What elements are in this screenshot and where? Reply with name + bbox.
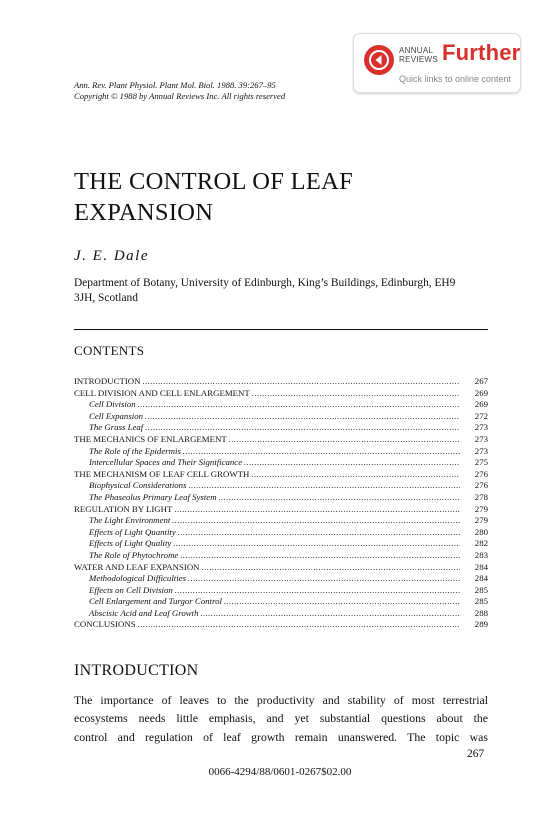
badge-annual-reviews-label (399, 46, 438, 64)
toc-entry-label: The Grass Leaf (89, 422, 144, 433)
toc-entry-label: CONCLUSIONS (74, 619, 136, 630)
toc-page-number: 273 (474, 422, 488, 433)
page-number: 267 (467, 748, 485, 760)
toc-section-entry[interactable] (74, 469, 488, 481)
toc-page-number: 279 (474, 515, 488, 526)
toc-page-number: 267 (474, 376, 488, 386)
toc-leader-dots (175, 585, 460, 597)
toc-entry-label: Effects of Light Quality (89, 538, 172, 549)
toc-subsection-entry[interactable] (74, 422, 488, 434)
toc-entry-label: The Light Environment (89, 515, 171, 526)
toc-entry-label: INTRODUCTION (74, 376, 141, 386)
introduction-paragraph (74, 691, 488, 746)
citation-line: Ann. Rev. Plant Physiol. Plant Mol. Biol. 1988. 39:267–95 (74, 80, 276, 90)
toc-page-number: 284 (474, 573, 488, 584)
author-name: J. E. Dale (74, 248, 149, 264)
toc-subsection-entry[interactable] (74, 538, 488, 550)
toc-subsection-entry[interactable] (74, 573, 488, 585)
toc-subsection-entry[interactable] (74, 399, 488, 411)
toc-leader-dots (202, 562, 460, 574)
toc-page-number: 283 (474, 549, 488, 560)
toc-subsection-entry[interactable] (74, 480, 488, 492)
title-line-2: EXPANSION (74, 199, 214, 226)
toc-subsection-entry[interactable] (74, 457, 488, 469)
toc-page-number: 279 (474, 503, 488, 514)
toc-leader-dots (224, 596, 460, 608)
toc-page-number: 285 (474, 584, 488, 595)
toc-page-number: 269 (474, 387, 488, 398)
toc-subsection-entry[interactable] (74, 515, 488, 527)
toc-leader-dots (244, 457, 460, 469)
article-code: 0066-4294/88/0601-0267$02.00 (208, 766, 352, 778)
paragraph-line: ecosystems needs little emphasis, and yet substantial questions about the (74, 711, 488, 726)
toc-leader-dots (189, 480, 461, 492)
toc-entry-label: THE MECHANICS OF ENLARGEMENT (74, 433, 227, 444)
toc-entry-label: Cell Division (89, 399, 136, 410)
toc-page-number: 278 (474, 491, 488, 502)
toc-subsection-entry[interactable] (74, 446, 488, 458)
toc-leader-dots (145, 411, 460, 423)
toc-leader-dots (183, 446, 460, 458)
section-divider (74, 329, 488, 330)
toc-subsection-entry[interactable] (74, 527, 488, 539)
toc-page-number: 288 (474, 607, 488, 618)
toc-leader-dots (200, 608, 460, 620)
affiliation-line-1: Department of Botany, University of Edinburgh, King’s Buildings, Edinburgh, EH9 (74, 277, 456, 289)
title-line-1: THE CONTROL OF LEAF (74, 168, 354, 195)
toc-subsection-entry[interactable] (74, 608, 488, 620)
toc-entry-label: Cell Enlargement and Turgor Control (89, 596, 222, 607)
toc-page-number: 282 (474, 538, 488, 549)
toc-subsection-entry[interactable] (74, 411, 488, 423)
toc-entry-label: THE MECHANISM OF LEAF CELL GROWTH (74, 468, 250, 479)
toc-entry-label: REGULATION BY LIGHT (74, 503, 173, 514)
toc-leader-dots (180, 550, 460, 562)
author-affiliation (74, 276, 494, 306)
toc-page-number: 273 (474, 445, 488, 456)
toc-page-number: 275 (474, 457, 488, 468)
toc-entry-label: Biophysical Considerations (89, 480, 187, 491)
toc-section-entry[interactable] (74, 619, 488, 631)
badge-reviews-text: REVIEWS (399, 55, 438, 64)
toc-entry-label: Effects of Light Quantity (89, 526, 176, 537)
toc-page-number: 276 (474, 468, 488, 479)
toc-leader-dots (219, 492, 460, 504)
toc-leader-dots (251, 469, 460, 481)
badge-subtitle: Quick links to online content (399, 74, 512, 84)
toc-leader-dots (252, 388, 460, 400)
toc-subsection-entry[interactable] (74, 492, 488, 504)
toc-page-number: 285 (474, 596, 488, 607)
toc-page-number: 276 (474, 480, 488, 491)
paragraph-line: The importance of leaves to the productivity and stability of most terrestrial (74, 693, 488, 707)
toc-leader-dots (145, 422, 460, 434)
toc-page-number: 280 (474, 526, 488, 537)
badge-annual-text: ANNUAL (399, 46, 434, 55)
toc-entry-label: Methodological Difficulties (89, 573, 186, 584)
toc-page-number: 272 (474, 410, 488, 421)
toc-entry-label: Intercellular Spaces and Their Significance (89, 457, 243, 468)
toc-section-entry[interactable] (74, 562, 488, 574)
toc-subsection-entry[interactable] (74, 585, 488, 597)
toc-entry-label: Abscisic Acid and Leaf Growth (89, 607, 199, 618)
article-title (74, 166, 494, 228)
toc-entry-label: Cell Expansion (89, 410, 143, 421)
toc-subsection-entry[interactable] (74, 550, 488, 562)
toc-section-entry[interactable] (74, 376, 488, 388)
toc-page-number: 269 (474, 399, 488, 410)
toc-entry-label: CELL DIVISION AND CELL ENLARGEMENT (74, 387, 250, 398)
toc-leader-dots (188, 573, 460, 585)
toc-entry-label: The Phaseolus Primary Leaf System (89, 491, 217, 502)
toc-leader-dots (173, 538, 460, 550)
toc-page-number: 273 (474, 433, 488, 444)
toc-page-number: 284 (474, 561, 488, 572)
toc-section-entry[interactable] (74, 388, 488, 400)
toc-leader-dots (142, 376, 460, 388)
toc-page-number: 289 (474, 619, 488, 630)
toc-section-entry[interactable] (74, 504, 488, 516)
affiliation-line-2: 3JH, Scotland (74, 292, 138, 304)
paragraph-line: control and regulation of leaf growth remain unanswered. The topic was (74, 729, 488, 744)
badge-further-text: Further (442, 40, 521, 65)
toc-section-entry[interactable] (74, 434, 488, 446)
toc-leader-dots (229, 434, 460, 446)
play-arrow-icon (364, 45, 394, 75)
toc-entry-label: The Role of Phytochrome (89, 549, 179, 560)
toc-entry-label: WATER AND LEAF EXPANSION (74, 561, 200, 572)
table-of-contents (74, 376, 488, 631)
journal-citation (74, 80, 285, 102)
toc-leader-dots (174, 504, 460, 516)
toc-entry-label: The Role of the Epidermis (89, 445, 181, 456)
toc-entry-label: Effects on Cell Division (89, 584, 173, 595)
toc-leader-dots (172, 515, 460, 527)
toc-leader-dots (178, 527, 460, 539)
toc-leader-dots (138, 619, 460, 631)
contents-heading: CONTENTS (74, 343, 145, 358)
copyright-line: Copyright © 1988 by Annual Reviews Inc. All rights reserved (74, 91, 286, 101)
introduction-heading: INTRODUCTION (74, 662, 199, 679)
toc-leader-dots (138, 399, 460, 411)
toc-subsection-entry[interactable] (74, 596, 488, 608)
annual-reviews-further-badge[interactable] (353, 33, 521, 93)
